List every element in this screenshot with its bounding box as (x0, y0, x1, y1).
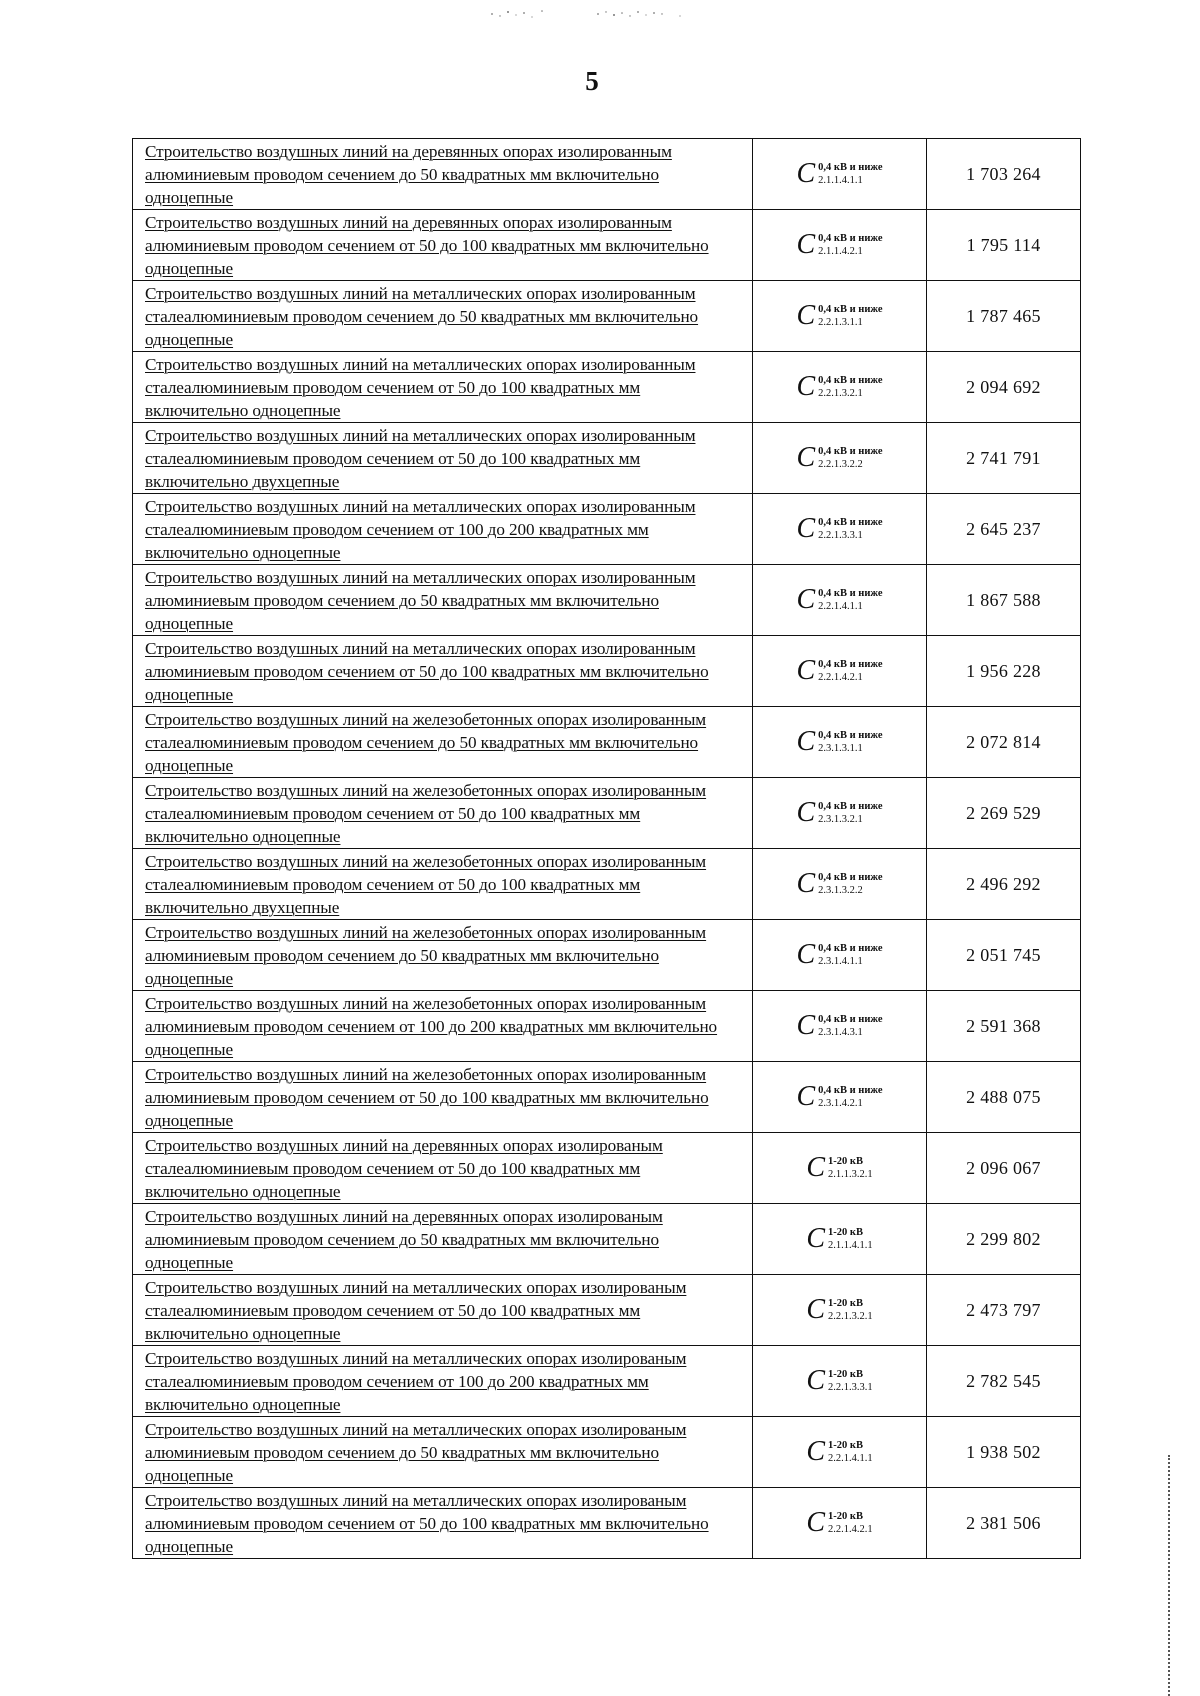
table-row (133, 778, 1081, 849)
row-description-cell (133, 1488, 753, 1559)
row-description: Строительство воздушных линий на металлических опорах изолированным сталеалюминиевым проводом сечением до 50 квадратных мм включительно одноцепные (145, 283, 699, 349)
row-value: 1 795 114 (927, 210, 1081, 281)
rate-symbol: C (796, 442, 816, 473)
rate-symbol: C (796, 158, 816, 189)
rate-code (806, 1150, 872, 1186)
rate-index: 2.2.1.4.1.1 (818, 601, 863, 612)
rate-index: 2.1.1.4.1.1 (828, 1240, 873, 1251)
row-code-cell (753, 636, 927, 707)
rate-index: 2.1.1.4.2.1 (818, 246, 863, 257)
rate-index: 2.1.1.3.2.1 (828, 1169, 873, 1180)
rate-index: 2.2.1.3.2.2 (818, 459, 863, 470)
rate-voltage: 1-20 кВ (828, 1227, 863, 1238)
table-row (133, 849, 1081, 920)
row-description: Строительство воздушных линий на металлических опорах изолированным алюминиевым проводом сечением от 50 до 100 квадратных мм включительно одноцепные (145, 638, 709, 704)
rate-code (806, 1363, 872, 1399)
rate-index: 2.2.1.3.2.1 (828, 1311, 873, 1322)
row-description: Строительство воздушных линий на металлических опорах изолированным сталеалюминиевым проводом сечением от 50 до 100 квадратных мм включительно двухцепные (145, 425, 696, 491)
table-row (133, 1204, 1081, 1275)
table-row (133, 1062, 1081, 1133)
row-description-cell (133, 1204, 753, 1275)
table-row (133, 1275, 1081, 1346)
rate-voltage: 1-20 кВ (828, 1369, 863, 1380)
table-row (133, 1346, 1081, 1417)
rate-symbol: C (796, 1010, 816, 1041)
table-row (133, 494, 1081, 565)
table-body (133, 139, 1081, 1559)
rate-index: 2.2.1.3.3.1 (818, 530, 863, 541)
rate-symbol: C (806, 1152, 826, 1183)
table-row (133, 423, 1081, 494)
row-description-cell (133, 423, 753, 494)
rate-symbol: C (796, 300, 816, 331)
rate-code (796, 369, 882, 405)
rate-symbol: C (806, 1507, 826, 1538)
row-value: 1 787 465 (927, 281, 1081, 352)
row-value: 1 956 228 (927, 636, 1081, 707)
row-code-cell (753, 494, 927, 565)
table-row (133, 920, 1081, 991)
rate-symbol: C (796, 868, 816, 899)
rate-index: 2.3.1.3.2.2 (818, 885, 863, 896)
row-description: Строительство воздушных линий на железобетонных опорах изолированным сталеалюминиевым проводом сечением от 50 до 100 квадратных мм включительно двухцепные (145, 851, 707, 917)
rate-code (796, 511, 882, 547)
rate-voltage: 1-20 кВ (828, 1511, 863, 1522)
rate-index: 2.3.1.3.2.1 (818, 814, 863, 825)
rate-voltage: 0,4 кВ и ниже (818, 1014, 883, 1025)
tariff-table (132, 138, 1081, 1559)
table-row (133, 352, 1081, 423)
row-description: Строительство воздушных линий на металлических опорах изолированным сталеалюминиевым проводом сечением от 50 до 100 квадратных мм включительно одноцепные (145, 354, 696, 420)
row-value: 1 703 264 (927, 139, 1081, 210)
rate-voltage: 0,4 кВ и ниже (818, 517, 883, 528)
rate-code (796, 1008, 882, 1044)
row-value: 2 496 292 (927, 849, 1081, 920)
rate-symbol: C (806, 1436, 826, 1467)
row-description-cell (133, 281, 753, 352)
rate-code (796, 1079, 882, 1115)
row-code-cell (753, 565, 927, 636)
row-description-cell (133, 707, 753, 778)
rate-voltage: 0,4 кВ и ниже (818, 233, 883, 244)
rate-voltage: 0,4 кВ и ниже (818, 730, 883, 741)
rate-index: 2.2.1.3.3.1 (828, 1382, 873, 1393)
row-value: 2 645 237 (927, 494, 1081, 565)
row-description: Строительство воздушных линий на железобетонных опорах изолированным алюминиевым проводом сечением до 50 квадратных мм включительно одноцепные (145, 922, 707, 988)
row-code-cell (753, 1062, 927, 1133)
rate-voltage: 0,4 кВ и ниже (818, 304, 883, 315)
row-description-cell (133, 991, 753, 1062)
row-code-cell (753, 707, 927, 778)
row-description-cell (133, 1062, 753, 1133)
rate-code (806, 1221, 872, 1257)
row-code-cell (753, 423, 927, 494)
rate-code (806, 1292, 872, 1328)
row-code-cell (753, 1346, 927, 1417)
scan-edge-artifact (1168, 1455, 1172, 1696)
rate-voltage: 1-20 кВ (828, 1440, 863, 1451)
rate-index: 2.2.1.3.2.1 (818, 388, 863, 399)
rate-symbol: C (806, 1223, 826, 1254)
rate-symbol: C (806, 1294, 826, 1325)
table-row (133, 636, 1081, 707)
table-row (133, 707, 1081, 778)
page-number: 5 (585, 66, 599, 96)
table-row (133, 991, 1081, 1062)
rate-code (806, 1505, 872, 1541)
table-row (133, 1417, 1081, 1488)
rate-code (796, 724, 882, 760)
row-value: 2 051 745 (927, 920, 1081, 991)
rate-voltage: 0,4 кВ и ниже (818, 1085, 883, 1096)
row-value: 2 299 802 (927, 1204, 1081, 1275)
row-code-cell (753, 352, 927, 423)
rate-code (796, 156, 882, 192)
rate-voltage: 0,4 кВ и ниже (818, 588, 883, 599)
row-code-cell (753, 281, 927, 352)
row-code-cell (753, 1133, 927, 1204)
row-description: Строительство воздушных линий на деревянных опорах изолированым алюминиевым проводом сечением до 50 квадратных мм включительно одноцепные (145, 1206, 663, 1272)
row-description: Строительство воздушных линий на металлических опорах изолированым алюминиевым проводом сечением до 50 квадратных мм включительно одноцепные (145, 1419, 687, 1485)
row-description: Строительство воздушных линий на железобетонных опорах изолированным сталеалюминиевым проводом сечением от 50 до 100 квадратных мм включительно одноцепные (145, 780, 707, 846)
rate-voltage: 1-20 кВ (828, 1156, 863, 1167)
rate-symbol: C (796, 726, 816, 757)
row-description: Строительство воздушных линий на железобетонных опорах изолированным алюминиевым проводом сечением от 50 до 100 квадратных мм включительно одноцепные (145, 1064, 709, 1130)
row-code-cell (753, 778, 927, 849)
rate-index: 2.3.1.4.3.1 (818, 1027, 863, 1038)
rate-voltage: 0,4 кВ и ниже (818, 872, 883, 883)
rate-symbol: C (796, 655, 816, 686)
row-value: 2 381 506 (927, 1488, 1081, 1559)
rate-index: 2.3.1.3.1.1 (818, 743, 863, 754)
row-description: Строительство воздушных линий на металлических опорах изолированным алюминиевым проводом сечением до 50 квадратных мм включительно одноцепные (145, 567, 696, 633)
row-description: Строительство воздушных линий на железобетонных опорах изолированным сталеалюминиевым проводом сечением до 50 квадратных мм включительно одноцепные (145, 709, 707, 775)
rate-index: 2.2.1.4.1.1 (828, 1453, 873, 1464)
row-description-cell (133, 1133, 753, 1204)
row-value: 2 269 529 (927, 778, 1081, 849)
row-description-cell (133, 1417, 753, 1488)
rate-code (796, 227, 882, 263)
rate-index: 2.1.1.4.1.1 (818, 175, 863, 186)
rate-symbol: C (796, 584, 816, 615)
row-description: Строительство воздушных линий на деревянных опорах изолированным алюминиевым проводом сечением от 50 до 100 квадратных мм включительно одноцепные (145, 212, 709, 278)
table-row (133, 565, 1081, 636)
rate-code (796, 653, 882, 689)
rate-symbol: C (796, 513, 816, 544)
row-description: Строительство воздушных линий на железобетонных опорах изолированным алюминиевым проводом сечением от 100 до 200 квадратных мм включительно одноцепные (145, 993, 718, 1059)
table-row (133, 210, 1081, 281)
row-code-cell (753, 210, 927, 281)
row-description-cell (133, 1346, 753, 1417)
row-code-cell (753, 139, 927, 210)
table-row (133, 281, 1081, 352)
rate-index: 2.2.1.4.2.1 (818, 672, 863, 683)
row-code-cell (753, 1488, 927, 1559)
rate-symbol: C (796, 797, 816, 828)
row-description: Строительство воздушных линий на деревянных опорах изолированым сталеалюминиевым проводом сечением от 50 до 100 квадратных мм включительно одноцепные (145, 1135, 663, 1201)
rate-voltage: 1-20 кВ (828, 1298, 863, 1309)
row-description-cell (133, 849, 753, 920)
row-code-cell (753, 1275, 927, 1346)
rate-symbol: C (796, 229, 816, 260)
rate-voltage: 0,4 кВ и ниже (818, 446, 883, 457)
rate-code (796, 937, 882, 973)
row-description-cell (133, 494, 753, 565)
rate-code (796, 582, 882, 618)
rate-voltage: 0,4 кВ и ниже (818, 801, 883, 812)
rate-symbol: C (796, 371, 816, 402)
rate-index: 2.3.1.4.1.1 (818, 956, 863, 967)
rate-index: 2.2.1.4.2.1 (828, 1524, 873, 1535)
row-description-cell (133, 778, 753, 849)
rate-voltage: 0,4 кВ и ниже (818, 375, 883, 386)
table-row (133, 139, 1081, 210)
row-code-cell (753, 849, 927, 920)
row-description-cell (133, 352, 753, 423)
row-description: Строительство воздушных линий на металлических опорах изолированным сталеалюминиевым проводом сечением от 100 до 200 квадратных мм включительно одноцепные (145, 496, 696, 562)
row-value: 2 488 075 (927, 1062, 1081, 1133)
row-code-cell (753, 920, 927, 991)
row-description: Строительство воздушных линий на металлических опорах изолированым сталеалюминиевым проводом сечением от 100 до 200 квадратных мм включительно одноцепные (145, 1348, 687, 1414)
row-description-cell (133, 920, 753, 991)
rate-code (796, 795, 882, 831)
row-value: 2 782 545 (927, 1346, 1081, 1417)
row-value: 2 094 692 (927, 352, 1081, 423)
rate-code (796, 866, 882, 902)
rate-index: 2.3.1.4.2.1 (818, 1098, 863, 1109)
row-value: 2 473 797 (927, 1275, 1081, 1346)
row-description: Строительство воздушных линий на деревянных опорах изолированным алюминиевым проводом сечением до 50 квадратных мм включительно одноцепные (145, 141, 672, 207)
row-description-cell (133, 210, 753, 281)
row-value: 1 867 588 (927, 565, 1081, 636)
row-code-cell (753, 1204, 927, 1275)
rate-voltage: 0,4 кВ и ниже (818, 943, 883, 954)
rate-voltage: 0,4 кВ и ниже (818, 659, 883, 670)
row-value: 2 072 814 (927, 707, 1081, 778)
row-code-cell (753, 1417, 927, 1488)
row-description-cell (133, 1275, 753, 1346)
rate-code (796, 298, 882, 334)
rate-symbol: C (796, 1081, 816, 1112)
row-description-cell (133, 139, 753, 210)
scan-artifact (480, 6, 740, 22)
row-description: Строительство воздушных линий на металлических опорах изолированым сталеалюминиевым проводом сечением от 50 до 100 квадратных мм включительно одноцепные (145, 1277, 687, 1343)
row-value: 2 741 791 (927, 423, 1081, 494)
row-description: Строительство воздушных линий на металлических опорах изолированым алюминиевым проводом сечением от 50 до 100 квадратных мм включительно одноцепные (145, 1490, 709, 1556)
row-description-cell (133, 565, 753, 636)
rate-code (796, 440, 882, 476)
rate-symbol: C (806, 1365, 826, 1396)
row-value: 1 938 502 (927, 1417, 1081, 1488)
table-row (133, 1133, 1081, 1204)
rate-index: 2.2.1.3.1.1 (818, 317, 863, 328)
row-code-cell (753, 991, 927, 1062)
rate-symbol: C (796, 939, 816, 970)
row-value: 2 591 368 (927, 991, 1081, 1062)
row-value: 2 096 067 (927, 1133, 1081, 1204)
row-description-cell (133, 636, 753, 707)
rate-voltage: 0,4 кВ и ниже (818, 162, 883, 173)
rate-code (806, 1434, 872, 1470)
table-row (133, 1488, 1081, 1559)
